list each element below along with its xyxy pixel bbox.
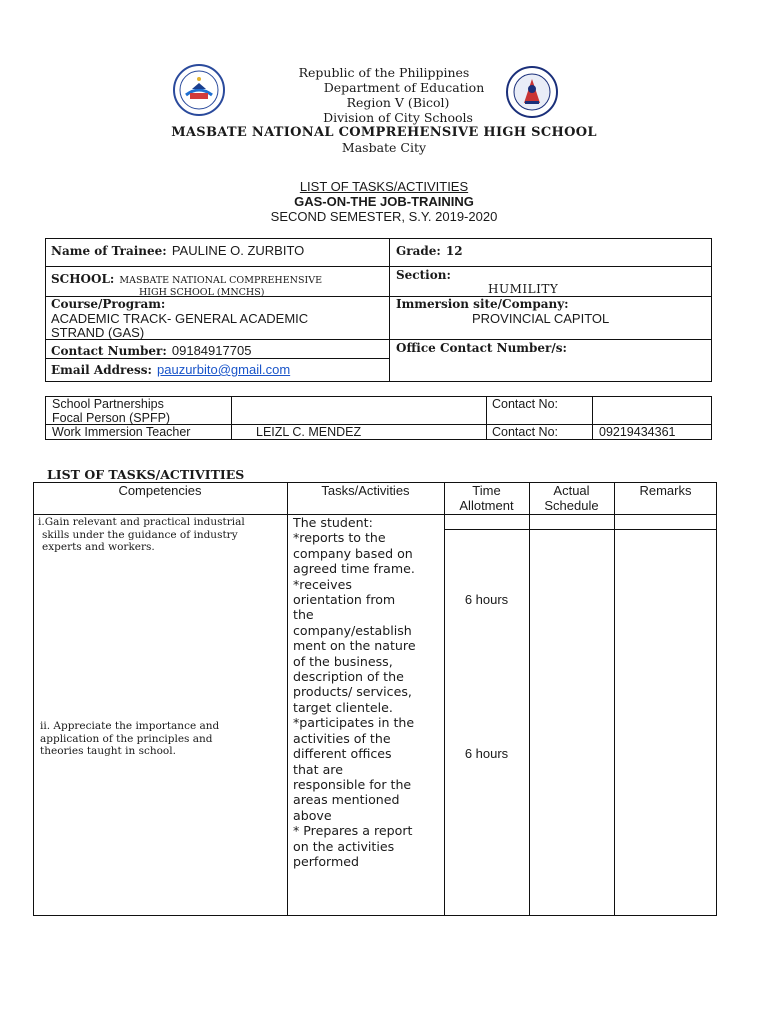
teacher-label: Work Immersion Teacher: [52, 425, 191, 439]
task-line: * Prepares a report: [293, 823, 413, 839]
title-program: GAS-ON-THE JOB-TRAINING: [294, 194, 474, 209]
header-school-name: MASBATE NATIONAL COMPREHENSIVE HIGH SCHOOL: [171, 125, 597, 140]
competency-1-line2: skills under the guidance of industry: [42, 528, 238, 541]
grade-row: [396, 240, 463, 259]
col-time-line2: Allotment: [459, 498, 514, 513]
teacher-contact-value: 09219434361: [599, 425, 676, 439]
task-line: orientation from: [293, 592, 396, 608]
task-line: *receives: [293, 576, 352, 592]
time-allotment-2: 6 hours: [464, 746, 509, 761]
competency-2-line2: application of the principles and: [40, 732, 213, 745]
office-contact-label: Office Contact Number/s:: [396, 341, 567, 355]
task-line: *participates in the: [293, 715, 415, 731]
col-actual-schedule: [529, 483, 614, 513]
title-list: LIST OF TASKS/ACTIVITIES: [299, 179, 469, 194]
col-competencies: Competencies: [118, 483, 202, 498]
col-actual-line1: Actual: [553, 483, 590, 498]
competency-1-line1: i.Gain relevant and practical industrial: [38, 516, 245, 528]
task-line: that are: [293, 761, 343, 777]
course-value-line1: ACADEMIC TRACK- GENERAL ACADEMIC: [51, 311, 309, 326]
section-label: Section:: [396, 268, 451, 282]
school-row: [51, 268, 386, 298]
competency-2-line1: ii. Appreciate the importance and: [40, 720, 220, 732]
trainee-name-value: PAULINE O. ZURBITO: [171, 243, 305, 258]
immersion-site-value: PROVINCIAL CAPITOL: [472, 311, 610, 326]
task-line: description of the: [293, 669, 404, 685]
col-actual-line2: Schedule: [544, 498, 599, 513]
header-department: Department of Education: [323, 80, 485, 95]
competency-2-line3: theories taught in school.: [40, 745, 176, 757]
teacher-contact-label: Contact No:: [492, 425, 559, 439]
task-line: The student:: [293, 515, 373, 530]
course-label: Course/Program:: [51, 297, 166, 311]
spfp-label-line1: School Partnerships: [52, 397, 164, 411]
school-label: SCHOOL:: [51, 272, 115, 286]
task-line: the: [293, 607, 314, 623]
header-republic: Republic of the Philippines: [298, 65, 470, 80]
trainee-name-row: [51, 240, 304, 259]
grade-value: 12: [445, 244, 463, 258]
spfp-label-line2: Focal Person (SPFP): [52, 411, 171, 425]
task-line: performed: [293, 853, 360, 869]
grade-label: Grade:: [396, 244, 441, 258]
task-line: target clientele.: [293, 699, 393, 715]
task-line: responsible for the: [293, 776, 412, 792]
col-time-line1: Time: [472, 483, 501, 498]
task-line: activities of the: [293, 730, 391, 746]
task-line: *reports to the: [293, 530, 386, 546]
teacher-name: LEIZL C. MENDEZ: [256, 425, 362, 439]
section-value: HUMILITY: [488, 282, 559, 296]
contact-number-value: 09184917705: [171, 343, 252, 358]
immersion-site-label: Immersion site/Company:: [396, 297, 569, 311]
col-remarks: Remarks: [639, 483, 692, 498]
email-link[interactable]: pauzurbito@gmail.com: [157, 362, 291, 377]
time-allotment-1: 6 hours: [464, 592, 509, 607]
contact-number-label: Contact Number:: [51, 344, 167, 358]
spfp-contact-label: Contact No:: [492, 397, 559, 411]
header-region: Region V (Bicol): [346, 95, 450, 110]
header-division: Division of City Schools: [323, 110, 473, 125]
task-line: company based on: [293, 545, 413, 561]
task-line: products/ services,: [293, 684, 412, 700]
task-line: on the activities: [293, 838, 395, 854]
task-list: [293, 515, 443, 869]
competency-2: [40, 720, 286, 758]
col-time-allotment: [444, 483, 529, 513]
course-value-line2: STRAND (GAS): [51, 325, 145, 340]
school-value-line1: MASBATE NATIONAL COMPREHENSIVE: [119, 275, 323, 286]
contact-row: [51, 340, 251, 359]
task-line: above: [293, 807, 332, 823]
task-line: different offices: [293, 746, 392, 762]
spfp-label: [52, 397, 170, 425]
header-city: Masbate City: [341, 140, 427, 155]
trainee-name-label: Name of Trainee:: [51, 244, 167, 258]
task-line: agreed time frame.: [293, 561, 415, 577]
task-line: company/establish: [293, 622, 412, 638]
competency-1: [38, 516, 284, 554]
col-tasks: Tasks/Activities: [321, 483, 410, 498]
task-line: areas mentioned: [293, 792, 400, 808]
email-label: Email Address:: [51, 363, 152, 377]
task-line: of the business,: [293, 653, 393, 669]
task-line: ment on the nature: [293, 638, 416, 654]
school-value-line2: HIGH SCHOOL (MNCHS): [139, 287, 265, 298]
tasks-heading: LIST OF TASKS/ACTIVITIES: [47, 467, 245, 482]
title-semester: SECOND SEMESTER, S.Y. 2019-2020: [270, 209, 498, 224]
email-row: [51, 359, 290, 378]
competency-1-line3: experts and workers.: [42, 541, 155, 553]
